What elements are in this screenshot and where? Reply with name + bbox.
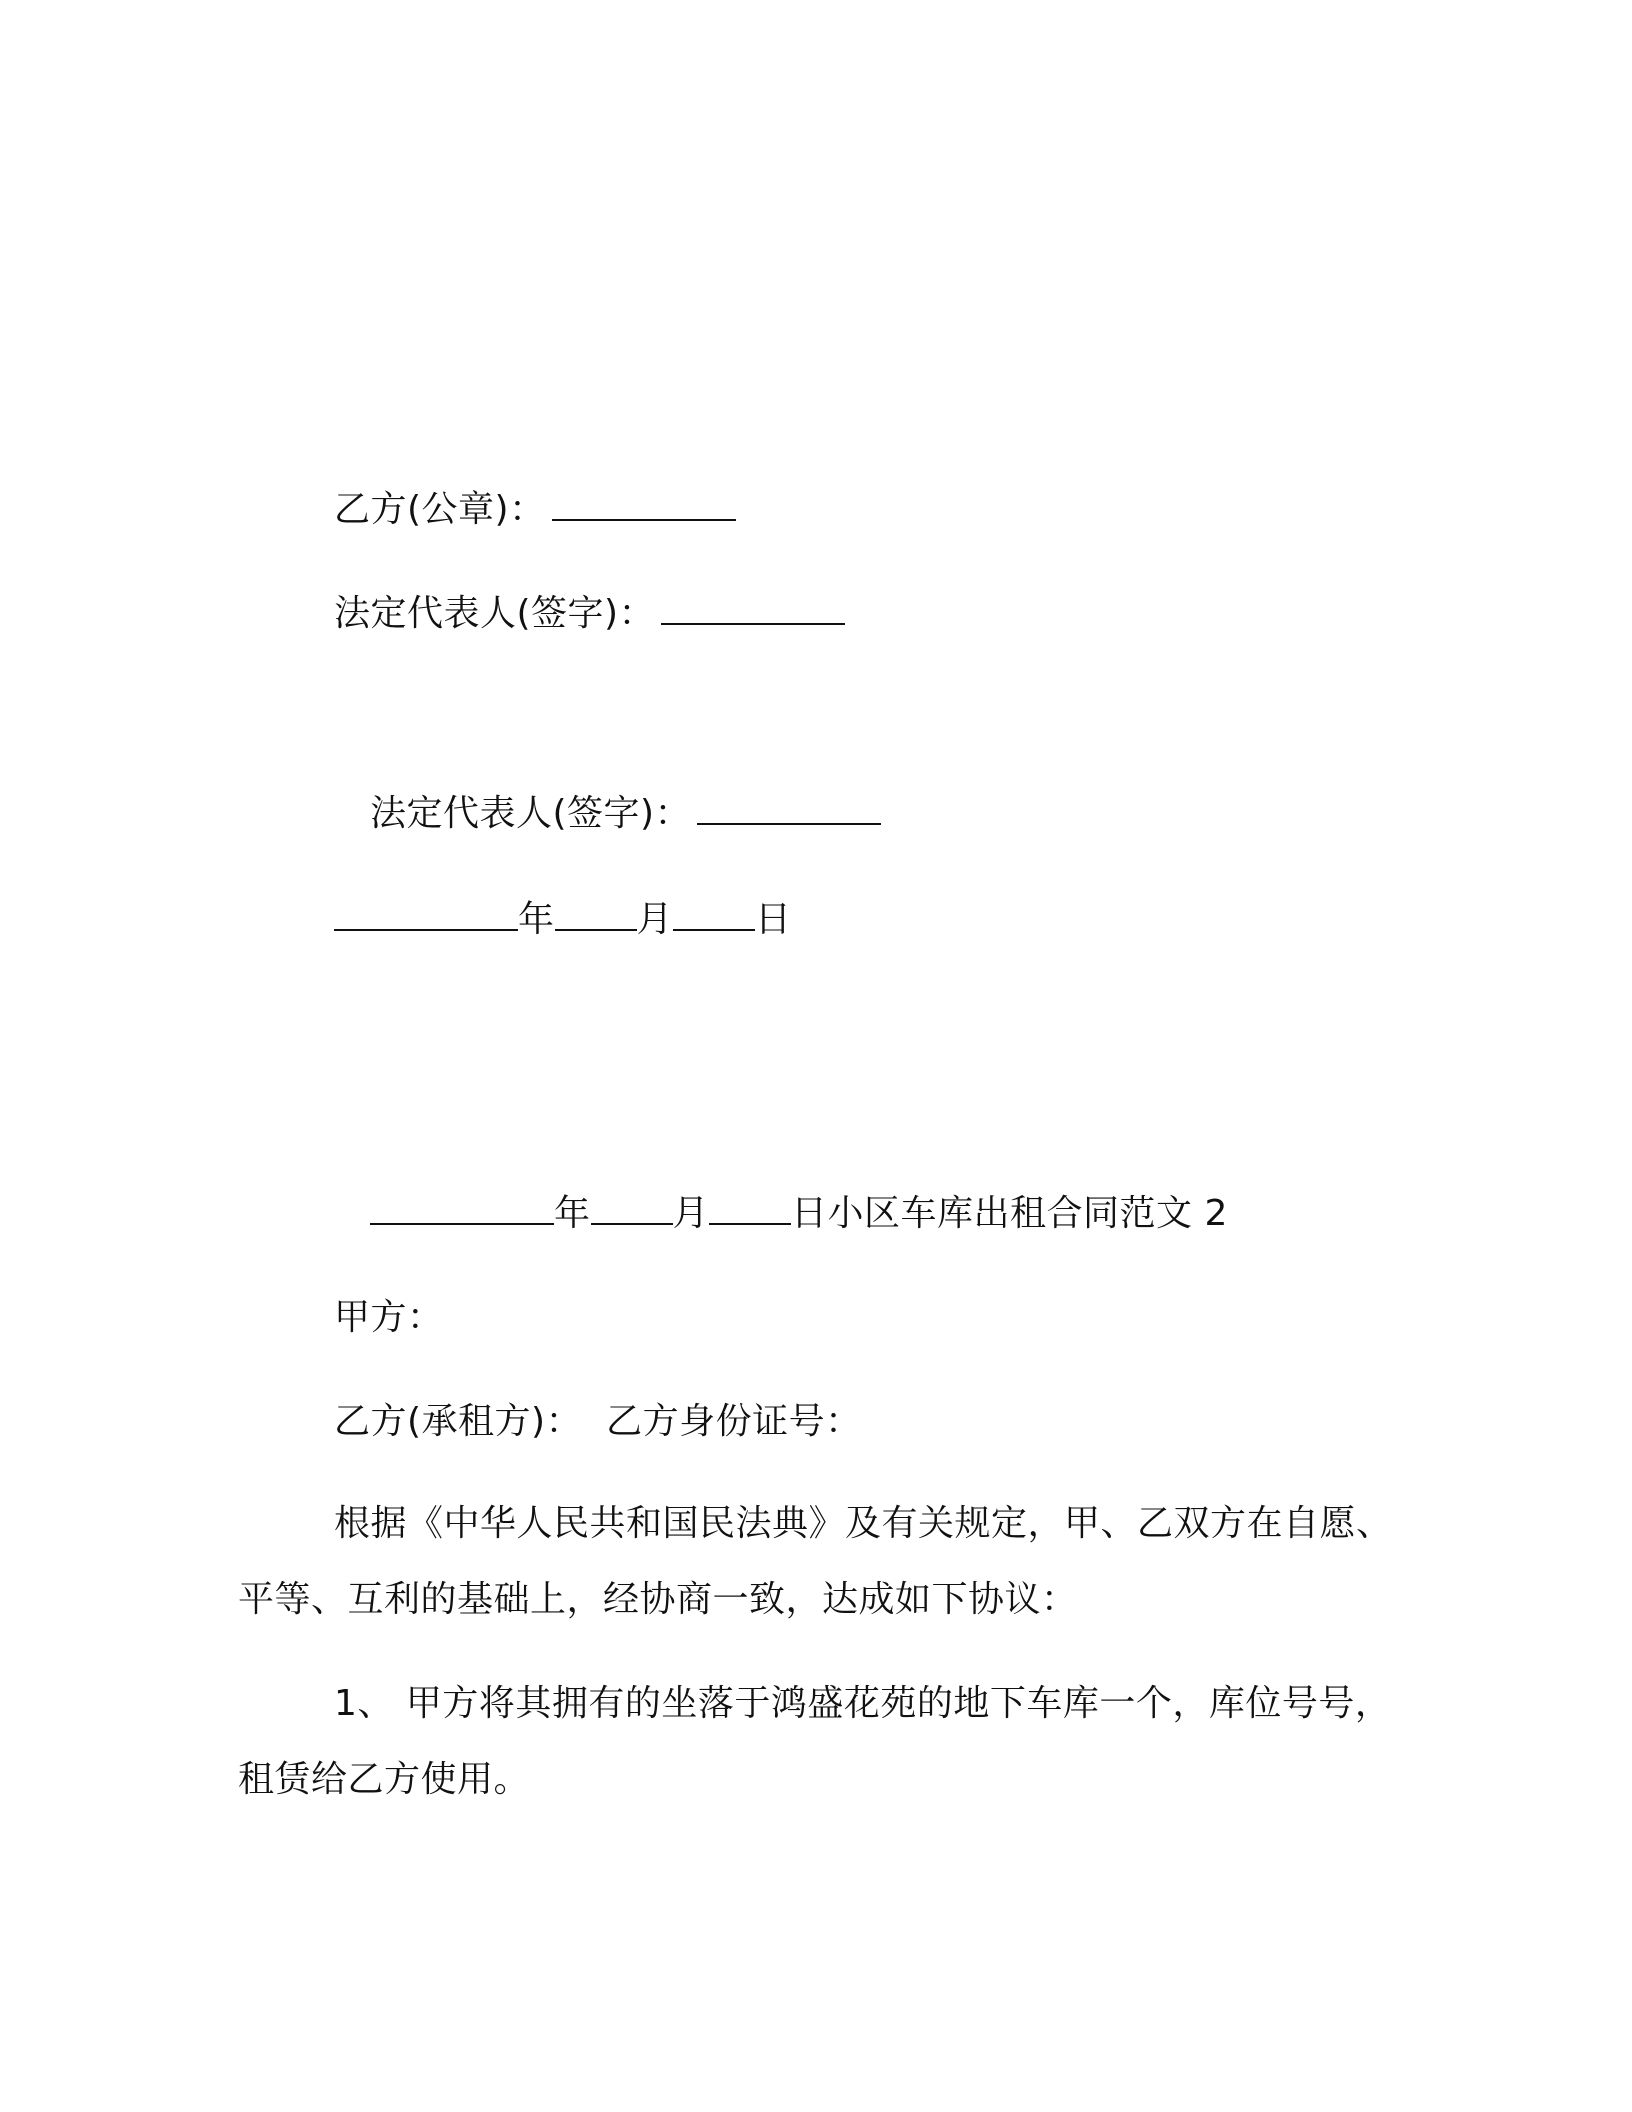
intro-line-1: 根据《中华人民共和国民法典》及有关规定，甲、乙双方在自愿、	[334, 1503, 1393, 1544]
party-a-line	[334, 1296, 444, 1340]
title-suffix: 日小区车库出租合同范文 2	[791, 1193, 1228, 1234]
signature-blank	[661, 593, 845, 625]
year-blank	[334, 899, 518, 931]
party-b-seal-label: 乙方(公章)：	[334, 489, 546, 530]
legal-rep-line-1	[334, 592, 845, 636]
day-blank	[709, 1193, 791, 1225]
intro-line-2: 平等、互利的基础上，经协商一致，达成如下协议：	[238, 1579, 1078, 1620]
clause-1-line-1	[334, 1682, 1391, 1726]
year-blank	[370, 1193, 554, 1225]
intro-paragraph-line-1	[334, 1502, 1393, 1546]
contract-title	[370, 1192, 1228, 1236]
month-blank	[591, 1193, 673, 1225]
signature-blank	[552, 489, 736, 521]
legal-rep-label: 法定代表人(签字)：	[334, 593, 656, 634]
month-blank	[555, 899, 637, 931]
party-b-seal-line	[334, 488, 736, 532]
month-label: 月	[636, 899, 674, 940]
title-month: 月	[672, 1193, 710, 1234]
day-blank	[673, 899, 755, 931]
clause-1-text-1: 1、 甲方将其拥有的坐落于鸿盛花苑的地下车库一个，库位号号，	[334, 1683, 1392, 1724]
day-label: 日	[755, 899, 792, 940]
clause-1-text-2: 租赁给乙方使用。	[238, 1759, 531, 1800]
party-a-label: 甲方：	[334, 1297, 444, 1338]
year-label: 年	[518, 899, 555, 940]
party-b-line	[334, 1400, 862, 1444]
intro-paragraph-line-2	[238, 1578, 1078, 1622]
party-b-label: 乙方(承租方)：	[334, 1401, 583, 1442]
signature-date-line	[334, 898, 792, 942]
legal-rep-label: 法定代表人(签字)：	[370, 793, 692, 834]
party-b-id-label: 乙方身份证号：	[606, 1401, 862, 1442]
signature-blank	[697, 793, 881, 825]
clause-1-line-2	[238, 1758, 530, 1802]
legal-rep-line-2	[370, 792, 881, 836]
title-year: 年	[554, 1193, 591, 1234]
